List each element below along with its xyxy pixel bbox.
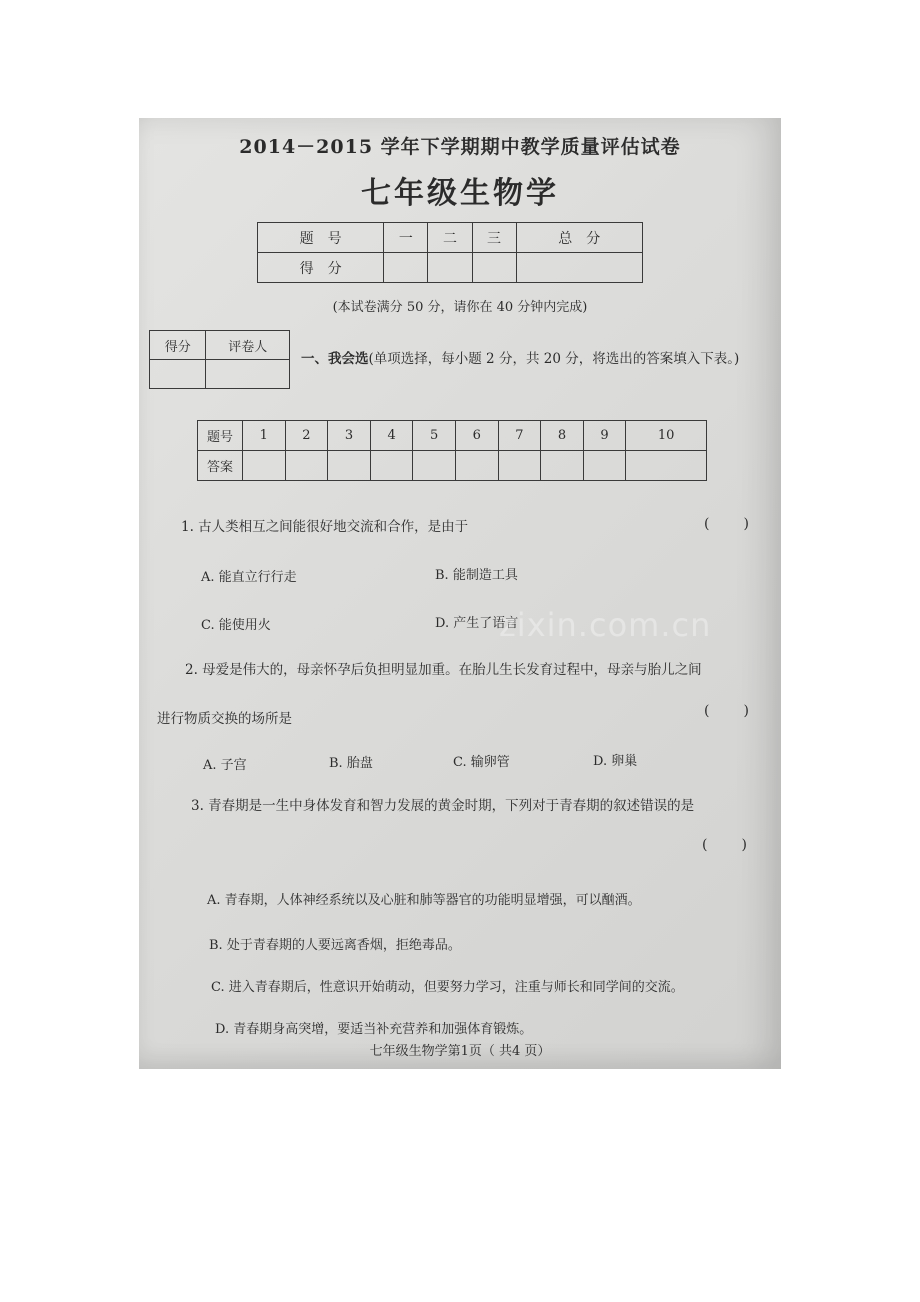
question-2-option-c: C. 输卵管: [453, 755, 510, 770]
score-header-cell: 题 号: [258, 223, 384, 253]
score-header-cell: 二: [428, 223, 472, 253]
answer-row-label: 题号: [198, 421, 243, 451]
exam-subtitle: 七年级生物学: [361, 176, 559, 211]
answer-number: 7: [498, 421, 541, 451]
answer-cell[interactable]: [328, 451, 371, 481]
score-header-cell: 一: [384, 223, 428, 253]
section-heading: [301, 347, 739, 367]
answer-number: 3: [328, 421, 371, 451]
question-1-option-c: C. 能使用火: [201, 618, 271, 633]
answer-number: 2: [285, 421, 328, 451]
answer-cell[interactable]: [455, 451, 498, 481]
answer-cell[interactable]: [583, 451, 626, 481]
watermark-text: zixin.com.cn: [499, 606, 712, 644]
question-2-answer-paren[interactable]: ( ): [704, 703, 751, 719]
exam-title: 2014－2015 学年下学期期中教学质量评估试卷: [239, 136, 681, 158]
exam-note: (本试卷满分 50 分，请你在 40 分钟内完成): [332, 300, 588, 315]
answer-cell[interactable]: [541, 451, 584, 481]
score-header-cell: 总 分: [516, 223, 642, 253]
score-cell[interactable]: [428, 253, 472, 283]
question-1-answer-paren[interactable]: ( ): [704, 516, 751, 532]
question-2-option-d: D. 卵巢: [593, 754, 638, 769]
question-1-stem: 1. 古人类相互之间能很好地交流和合作，是由于: [181, 519, 469, 535]
answer-table: [197, 420, 707, 481]
answer-number: 8: [541, 421, 584, 451]
score-cell[interactable]: [384, 253, 428, 283]
answer-cell[interactable]: [285, 451, 328, 481]
score-table: [257, 222, 643, 283]
question-3-option-a: A. 青春期，人体神经系统以及心脏和肺等器官的功能明显增强，可以酗酒。: [207, 893, 641, 908]
answer-cell[interactable]: [626, 451, 707, 481]
answer-number: 9: [583, 421, 626, 451]
answer-cell[interactable]: [498, 451, 541, 481]
question-3-option-d: D. 青春期身高突增，要适当补充营养和加强体育锻炼。: [215, 1022, 533, 1037]
question-3-stem: 3. 青春期是一生中身体发育和智力发展的黄金时期，下列对于青春期的叙述错误的是: [191, 798, 695, 814]
answer-number: 4: [370, 421, 413, 451]
section-label: 一、我会选: [301, 351, 369, 367]
question-1-option-b: B. 能制造工具: [435, 568, 518, 583]
answer-number: 6: [455, 421, 498, 451]
answer-row-label: 答案: [198, 451, 243, 481]
question-1-option-a: A. 能直立行行走: [201, 570, 297, 585]
answer-number: 5: [413, 421, 456, 451]
question-3-option-b: B. 处于青春期的人要远离香烟，拒绝毒品。: [209, 938, 461, 953]
section-instructions: (单项选择，每小题 2 分，共 20 分，将选出的答案填入下表。): [368, 351, 740, 367]
grader-cell[interactable]: [150, 360, 206, 389]
question-2-option-b: B. 胎盘: [329, 756, 373, 771]
grader-header-cell: 评卷人: [206, 331, 290, 360]
answer-number: 1: [243, 421, 286, 451]
page-footer: 七年级生物学第1页（ 共4 页）: [369, 1044, 551, 1059]
exam-paper-photo: [139, 118, 781, 1069]
score-cell[interactable]: [516, 253, 642, 283]
grader-cell[interactable]: [206, 360, 290, 389]
answer-cell[interactable]: [370, 451, 413, 481]
grader-header-cell: 得分: [150, 331, 206, 360]
answer-number: 10: [626, 421, 707, 451]
question-1-option-d: D. 产生了语言: [435, 616, 519, 631]
question-3-option-c: C. 进入青春期后，性意识开始萌动，但要努力学习，注重与师长和同学间的交流。: [211, 980, 684, 995]
score-row-label: 得 分: [258, 253, 384, 283]
score-header-cell: 三: [472, 223, 516, 253]
question-3-answer-paren[interactable]: ( ): [702, 837, 749, 853]
question-2-stem-line1: 2. 母爱是伟大的，母亲怀孕后负担明显加重。在胎儿生长发育过程中，母亲与胎儿之间: [185, 662, 702, 678]
grader-table: [149, 330, 290, 389]
answer-cell[interactable]: [413, 451, 456, 481]
score-cell[interactable]: [472, 253, 516, 283]
question-2-option-a: A. 子宫: [203, 758, 247, 773]
answer-cell[interactable]: [243, 451, 286, 481]
question-2-stem-line2: 进行物质交换的场所是: [157, 711, 292, 727]
